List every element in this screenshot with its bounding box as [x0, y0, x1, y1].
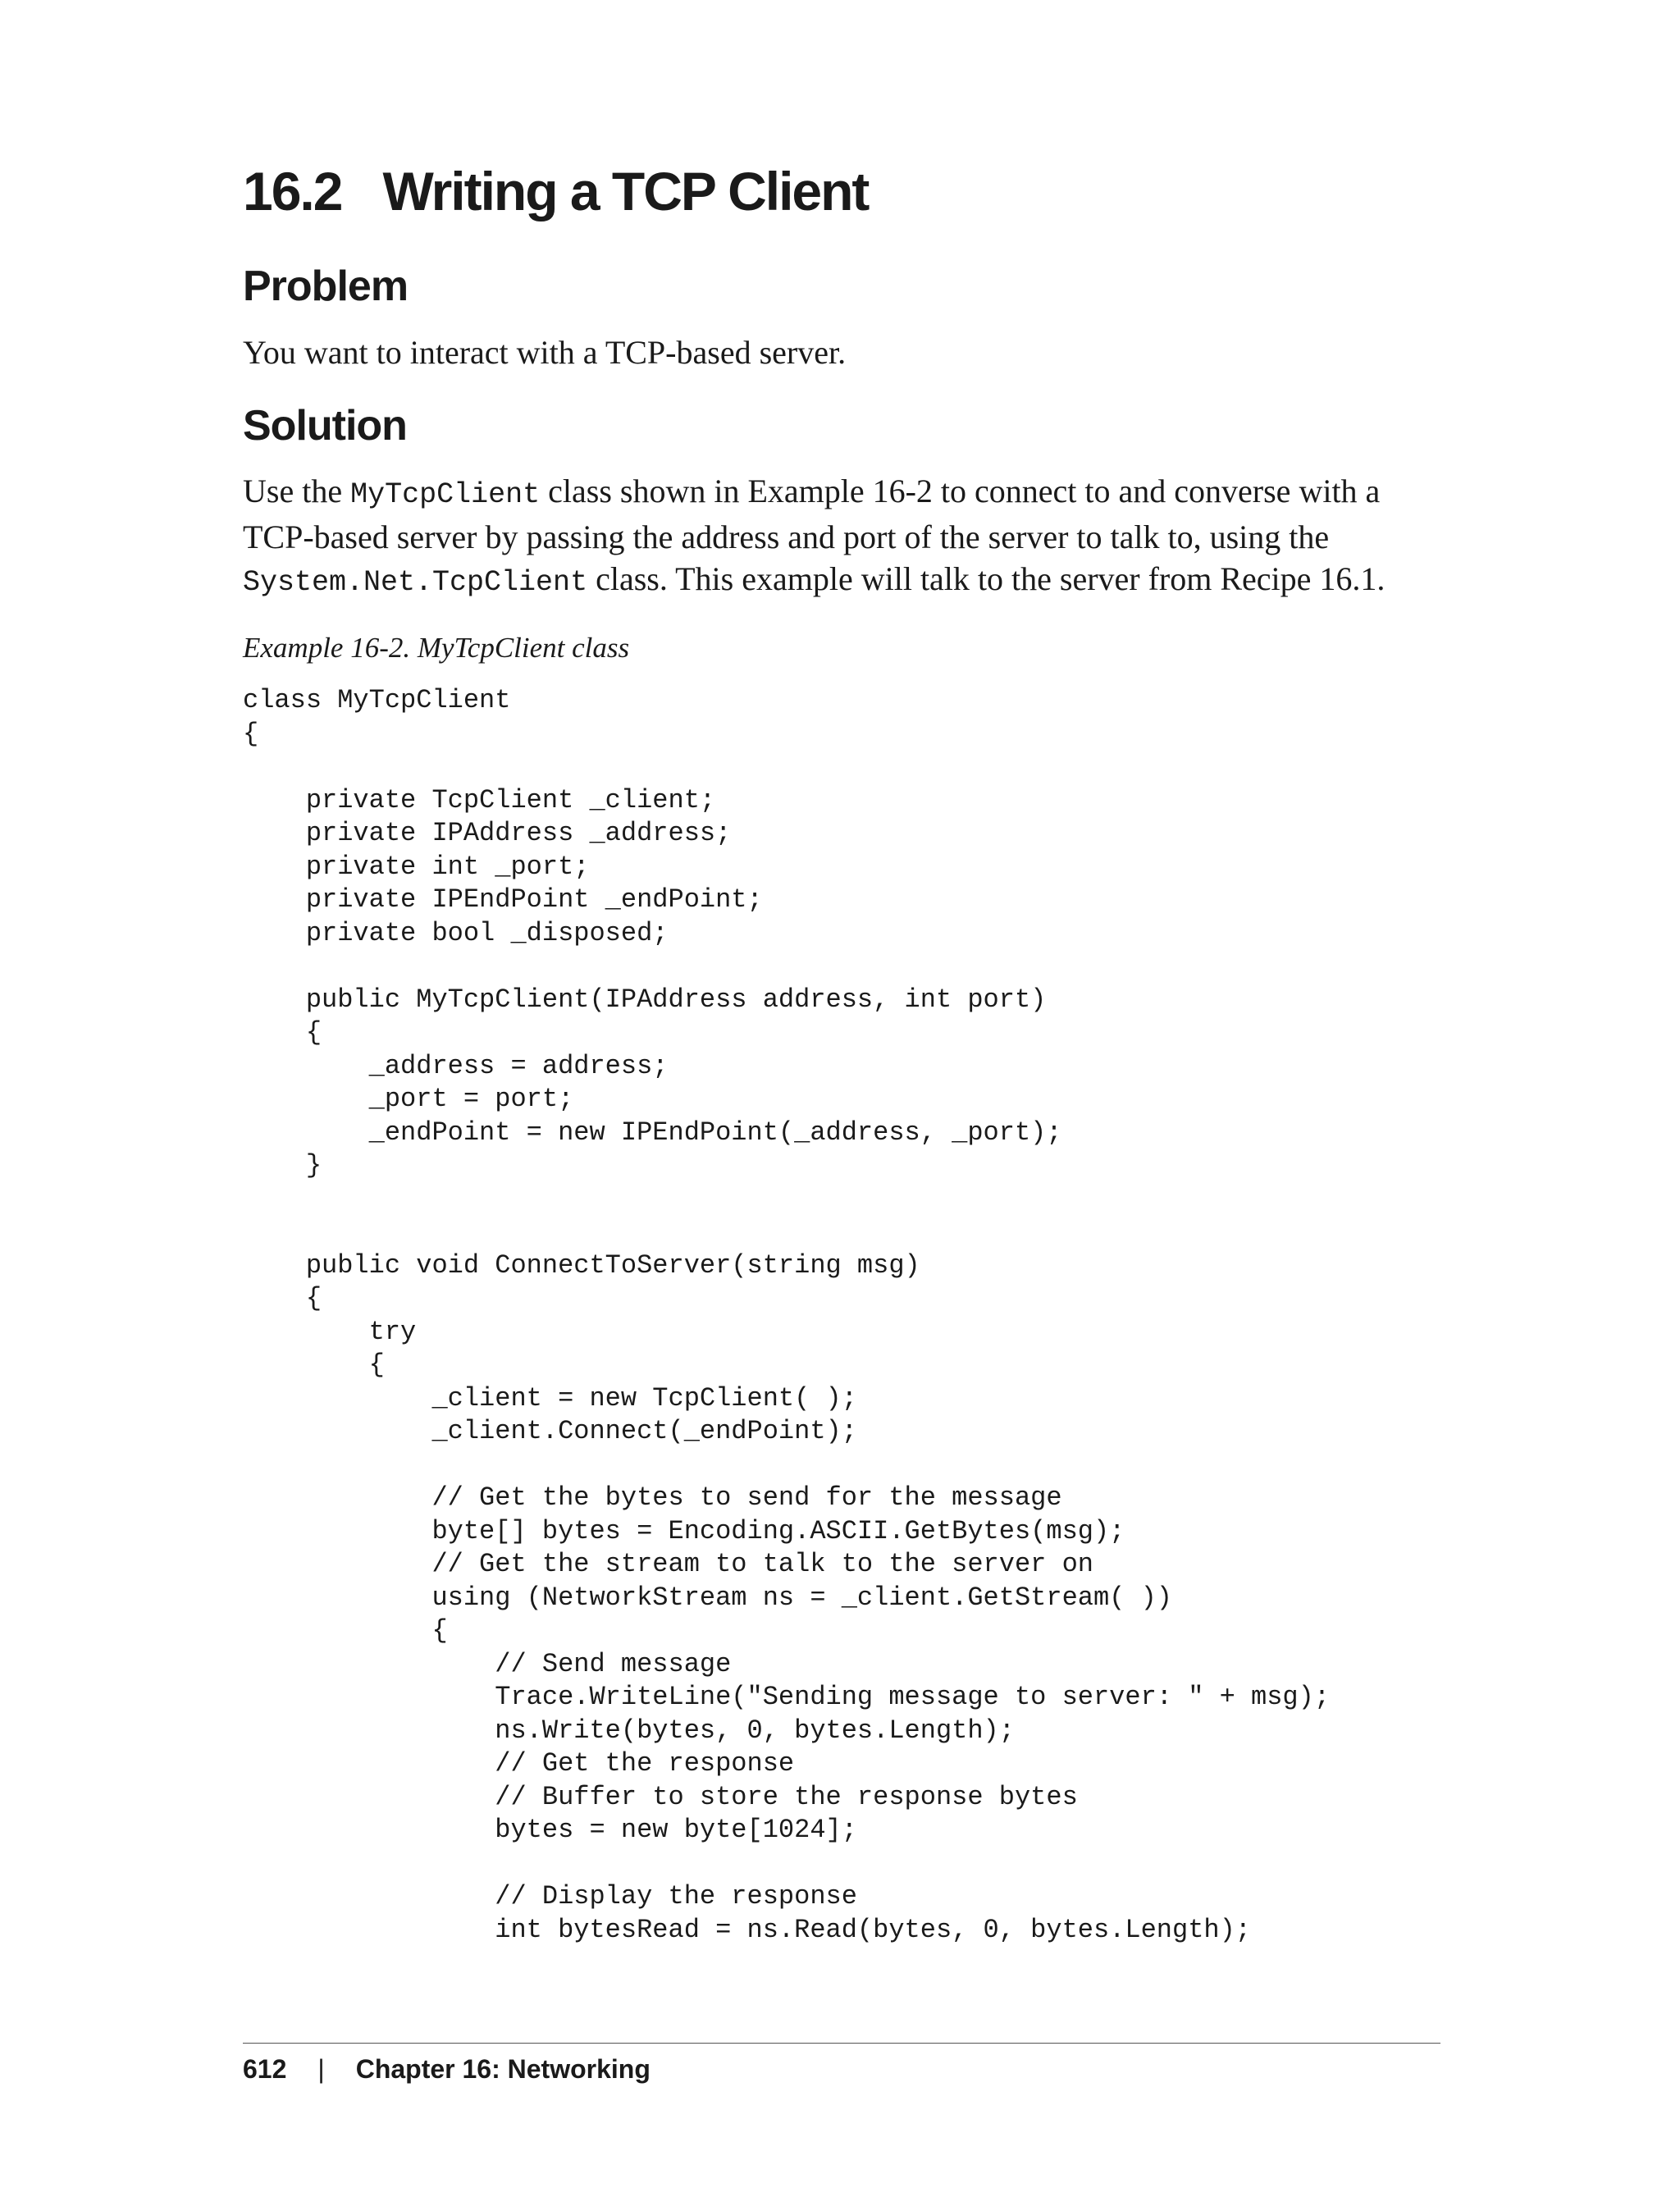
solution-text-3: class. This example will talk to the server from Recipe 16.1. [587, 560, 1386, 597]
solution-heading: Solution [243, 402, 407, 450]
solution-paragraph [243, 470, 1440, 604]
problem-text: You want to interact with a TCP-based server. [243, 334, 847, 371]
example-caption: Example 16-2. MyTcpClient class [243, 632, 630, 664]
page-number: 612 [243, 2054, 287, 2084]
solution-text-1: Use the [243, 473, 351, 509]
footer-separator: | [317, 2054, 325, 2084]
code-listing: class MyTcpClient { private TcpClient _client; private IPAddress _address; private int _port; private IPEndPoint _endPoint; private bool _disposed; public MyTcpClient(IPAddress address, int port) { _address = address; _port = port; _endPoint = new IPEndPoint(_address, _port); } public void ConnectToServer(string msg) { try { _client = new TcpClient( ); _client.Connect(_endPoint); // Get the bytes to send for the message byte[] bytes = Encoding.ASCII.GetBytes(msg); // Get the stream to talk to the server on using (NetworkStream ns = _client.GetStream( )) { // Send message Trace.WriteLine("Sending message to server: " + msg); ns.Write(bytes, 0, bytes.Length); // Get the response // Buffer to store the response bytes bytes = new byte[1024]; // Display the response int bytesRead = ns.Read(bytes, 0, bytes.Length); [243, 685, 1331, 1945]
section-number: 16.2 [243, 161, 342, 222]
footer-rule [243, 2043, 1440, 2044]
page-footer [243, 2053, 651, 2085]
class-name-code: MyTcpClient [350, 478, 541, 511]
namespace-code: System.Net.TcpClient [243, 566, 588, 599]
solution-text-2: class shown in Example 16-2 to connect to and converse with a TCP-based server by passing the address and port of the server to talk to, using the [243, 473, 1381, 555]
chapter-title: Chapter 16: Networking [355, 2054, 651, 2084]
section-title [243, 161, 869, 222]
section-title-text: Writing a TCP Client [382, 161, 869, 222]
problem-heading: Problem [243, 263, 409, 310]
